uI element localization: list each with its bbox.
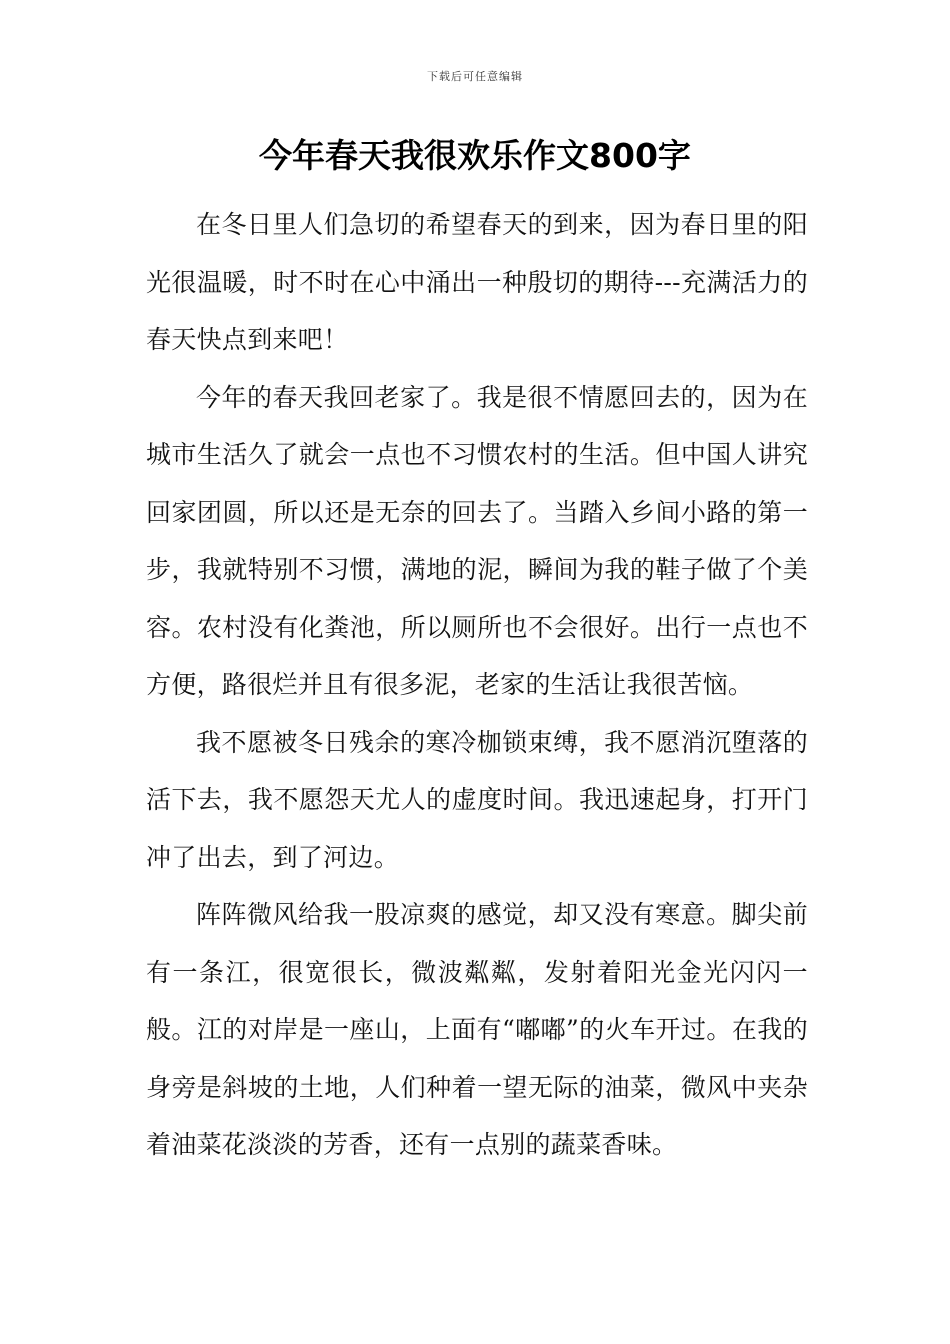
- paragraph-3: 我不愿被冬日残余的寒冷枷锁束缚，我不愿消沉堕落的活下去，我不愿怨天尤人的虚度时间。我迅速起身，打开门冲了出去，到了河边。: [146, 727, 808, 872]
- document-body: [146, 196, 808, 1174]
- paragraph-1: 在冬日里人们急切的希望春天的到来，因为春日里的阳光很温暖，时不时在心中涌出一种殷切的期待---充满活力的春天快点到来吧！: [146, 210, 808, 354]
- document-title: 今年春天我很欢乐作文800字: [259, 136, 691, 175]
- paragraph-4: 阵阵微风给我一股凉爽的感觉，却又没有寒意。脚尖前有一条江，很宽很长，微波粼粼，发射着阳光金光闪闪一般。江的对岸是一座山，上面有“嘟嘟”的火车开过。在我的身旁是斜坡的土地，人们种着一望无际的油菜，微风中夹杂着油菜花淡淡的芳香，还有一点别的蔬菜香味。: [146, 900, 808, 1159]
- paragraph-2: 今年的春天我回老家了。我是很不情愿回去的，因为在城市生活久了就会一点也不习惯农村的生活。但中国人讲究回家团圆，所以还是无奈的回去了。当踏入乡间小路的第一步，我就特别不习惯，满地的泥，瞬间为我的鞋子做了个美容。农村没有化粪池，所以厕所也不会很好。出行一点也不方便，路很烂并且有很多泥，老家的生活让我很苦恼。: [146, 382, 808, 699]
- header-note: 下载后可任意编辑: [427, 70, 523, 83]
